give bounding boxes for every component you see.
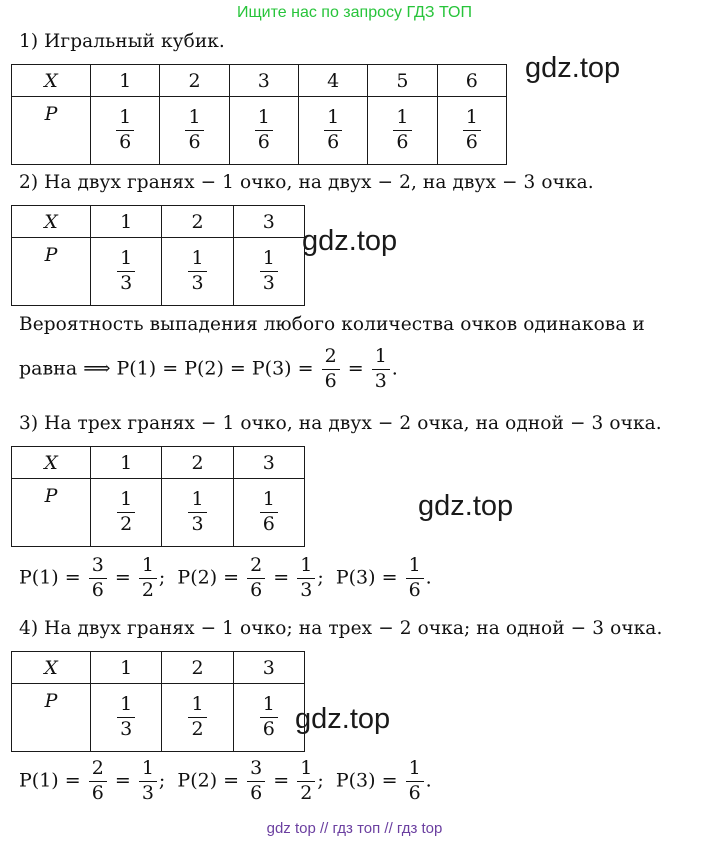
probabilities-equation-3 [19, 555, 432, 602]
fraction: $\frac{1}{3}$ [260, 248, 278, 295]
table-cell-x: 1 [91, 65, 160, 97]
table-cell-p [298, 97, 367, 165]
equation-label: P(3) = [335, 769, 398, 792]
table-cell-x-label: X [12, 447, 91, 479]
fraction: $\frac{1}{6}$ [255, 107, 273, 154]
fraction: $\frac{1}{6}$ [185, 107, 203, 154]
probabilities-equation-4 [19, 758, 432, 805]
table-cell-x: 1 [91, 447, 162, 479]
period: . [425, 566, 432, 589]
equals-sign: = [114, 769, 131, 792]
watermark: gdz.top [525, 52, 621, 84]
equals-sign: = [347, 357, 364, 380]
table-cell-p-label: P [12, 97, 91, 165]
fraction: $\frac{1}{6}$ [116, 107, 134, 154]
distribution-table-1 [11, 64, 507, 165]
fraction: $\frac{2}{6}$ [247, 555, 265, 602]
table-cell-x: 1 [91, 652, 162, 684]
watermark: gdz.top [302, 225, 398, 257]
equal-probability-equation [19, 346, 398, 393]
separator: ; [317, 769, 324, 792]
probability-explanation: Вероятность выпадения любого количества очков одинакова и [19, 314, 645, 335]
fraction: $\frac{1}{3}$ [297, 555, 315, 602]
equation-label: P(3) = [335, 566, 398, 589]
table-cell-p-label: P [12, 238, 91, 306]
equation-label: P(1) = [19, 566, 81, 589]
distribution-table-3 [11, 446, 305, 547]
table-cell-p [233, 479, 304, 547]
table-cell-x-label: X [12, 652, 91, 684]
table-cell-p-label: P [12, 684, 91, 752]
table-cell-p [162, 479, 233, 547]
top-banner: Ищите нас по запросу ГДЗ ТОП [237, 4, 472, 21]
fraction: $\frac{1}{3}$ [372, 346, 390, 393]
equation-text: равна ⟹ P(1) = P(2) = P(3) = [19, 357, 314, 380]
equation-label: P(2) = [177, 769, 240, 792]
fraction: $\frac{1}{6}$ [406, 758, 424, 805]
fraction: $\frac{1}{6}$ [324, 107, 342, 154]
fraction: $\frac{1}{6}$ [260, 694, 278, 741]
table-cell-p-label: P [12, 479, 91, 547]
watermark: gdz.top [418, 490, 514, 522]
table-cell-x: 3 [233, 206, 304, 238]
equals-sign: = [273, 566, 290, 589]
table-cell-p [162, 684, 233, 752]
table-cell-x: 2 [162, 206, 233, 238]
table-cell-p [233, 684, 304, 752]
table-cell-p [437, 97, 506, 165]
fraction: $\frac{3}{6}$ [247, 758, 265, 805]
table-cell-x: 3 [233, 447, 304, 479]
section-4-heading: 4) На двух гранях − 1 очко; на трех − 2 очка; на одной − 3 очка. [19, 618, 663, 639]
bottom-banner: gdz top // гдз топ // гдз top [266, 820, 443, 837]
table-cell-p [162, 238, 233, 306]
table-cell-x: 3 [229, 65, 298, 97]
watermark: gdz.top [295, 703, 391, 735]
table-cell-p [229, 97, 298, 165]
table-cell-x: 2 [160, 65, 229, 97]
table-cell-p [368, 97, 437, 165]
equation-label: P(1) = [19, 769, 81, 792]
table-cell-p [91, 479, 162, 547]
table-cell-p [160, 97, 229, 165]
section-2-heading: 2) На двух гранях − 1 очко, на двух − 2, на двух − 3 очка. [19, 172, 594, 193]
fraction: $\frac{1}{2}$ [117, 489, 135, 536]
table-cell-x-label: X [12, 206, 91, 238]
fraction: $\frac{3}{6}$ [89, 555, 107, 602]
fraction: $\frac{1}{6}$ [260, 489, 278, 536]
fraction: $\frac{1}{6}$ [463, 107, 481, 154]
table-cell-p [91, 684, 162, 752]
table-cell-x: 4 [298, 65, 367, 97]
fraction: $\frac{1}{3}$ [188, 489, 206, 536]
table-cell-x: 5 [368, 65, 437, 97]
fraction: $\frac{1}{2}$ [188, 694, 206, 741]
fraction: $\frac{1}{3}$ [117, 248, 135, 295]
section-3-heading: 3) На трех гранях − 1 очко, на двух − 2 очка, на одной − 3 очка. [19, 413, 662, 434]
table-cell-p [91, 97, 160, 165]
period: . [391, 357, 398, 380]
table-cell-x: 1 [91, 206, 162, 238]
fraction: $\frac{1}{6}$ [406, 555, 424, 602]
table-cell-p [233, 238, 304, 306]
table-cell-x: 6 [437, 65, 506, 97]
table-cell-x: 3 [233, 652, 304, 684]
fraction: $\frac{1}{6}$ [393, 107, 411, 154]
fraction: $\frac{2}{6}$ [322, 346, 340, 393]
section-1-heading: 1) Игральный кубик. [19, 31, 225, 52]
table-cell-x: 2 [162, 447, 233, 479]
fraction: $\frac{1}{3}$ [117, 694, 135, 741]
table-cell-p [91, 238, 162, 306]
distribution-table-4 [11, 651, 305, 752]
equals-sign: = [273, 769, 290, 792]
fraction: $\frac{2}{6}$ [89, 758, 107, 805]
separator: ; [317, 566, 324, 589]
period: . [425, 769, 432, 792]
table-cell-x: 2 [162, 652, 233, 684]
fraction: $\frac{1}{2}$ [139, 555, 157, 602]
fraction: $\frac{1}{3}$ [188, 248, 206, 295]
equals-sign: = [114, 566, 131, 589]
table-cell-x-label: X [12, 65, 91, 97]
fraction: $\frac{1}{3}$ [139, 758, 157, 805]
separator: ; [158, 566, 166, 589]
fraction: $\frac{1}{2}$ [297, 758, 315, 805]
equation-label: P(2) = [177, 566, 240, 589]
separator: ; [158, 769, 166, 792]
distribution-table-2 [11, 205, 305, 306]
